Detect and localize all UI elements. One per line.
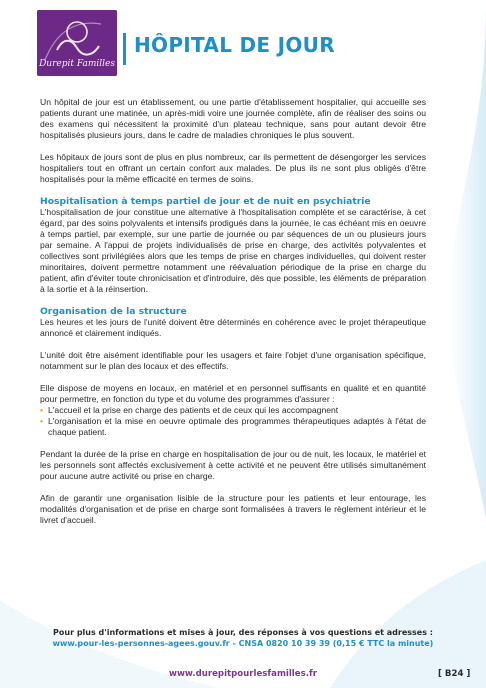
- section-heading-psychiatry: Hospitalisation à temps partiel de jour et de nuit en psychiatrie: [40, 196, 371, 207]
- footer-info-link[interactable]: www.pour-les-personnes-agees.gouv.fr - CNSA 0820 10 39 39 (0,15 € TTC la minute): [52, 639, 434, 648]
- paragraph-intro: Un hôpital de jour est un établissement, ou une partie d'établissement hospitalier, qui accueille ses patients durant une matinée, un après-midi voire une journée complète, afin de réaliser des soins ou des examens qui nécessitent la proximité d'un plateau technique, sans pour autant devoir être hospitalisés plusieurs jours, dans le cadre de maladies chroniques le plus souvent.: [40, 97, 426, 140]
- paragraph-hours: Les heures et les jours de l'unité doivent être déterminés en cohérence avec le projet thérapeutique annoncé et clairement indiqués.: [40, 317, 426, 338]
- title-accent-bar: [123, 33, 126, 65]
- paragraph-identification: L'unité doit être aisément identifiable pour les usagers et faire l'objet d'une organisation spécifique, notamment sur le plan des locaux et des effectifs.: [40, 350, 426, 371]
- list-item: • L'accueil et la prise en charge des patients et de ceux qui les accompagnent: [40, 405, 426, 416]
- paragraph-rules: Afin de garantir une organisation lisible de la structure pour les patients et leur entourage, les modalités d'organisation et de prise en charge sont formalisées à travers le règlement intérieur et le livret d'accueil.: [40, 493, 426, 525]
- paragraph-dedicated-resources: Pendant la durée de la prise en charge en hospitalisation de jour ou de nuit, les locaux, le matériel et les personnels sont affectés exclusivement à cette activité et ne peuvent être utilisés simultanément pour aucune autre activité ou prise en charge.: [40, 449, 426, 481]
- means-list: [40, 405, 426, 438]
- paragraph-day-hospitals: Les hôpitaux de jours sont de plus en plus nombreux, car ils permettent de désengorger les services hospitaliers tout en offrant un certain confort aux malades. De plus ils ne sont plus obligés d'être hospitalisés pour la même efficacité en termes de soins.: [40, 152, 426, 184]
- page-number: [ B24 ]: [438, 669, 471, 679]
- paragraph-psychiatry: L'hospitalisation de jour constitue une alternative à l'hospitalisation complète et se caractérise, à cet égard, par des soins polyvalents et intensifs prodigués dans la journée, le cas échéant mis en oeuvre à temps partiel, par exemple, sur une partie de journée ou par séquences de un ou plusieurs jours par semaine. A l'appui de projets individualisés de prise en charge, des activités polyvalentes et collectives sont privilégiées alors que les temps de prise en charges individuelles, qui doivent rester minoritaires, doivent permettre notamment une réévaluation périodique de la prise en charge du patient, afin d'éviter toute chronicisation et d'introduire, dès que possible, les éléments de préparation à la sortie et à la réinsertion.: [40, 207, 426, 294]
- footer-info: [0, 627, 486, 649]
- list-item: • L'organisation et la mise en oeuvre optimale des programmes thérapeutiques adaptés à l'état de chaque patient.: [40, 416, 426, 438]
- footer-site-link[interactable]: www.durepitpourlesfamilles.fr: [169, 669, 317, 679]
- brand-logo[interactable]: [37, 10, 117, 76]
- footer-info-heading: Pour plus d'informations et mises à jour, des réponses à vos questions et adresses :: [53, 628, 433, 637]
- section-heading-organisation: Organisation de la structure: [40, 306, 187, 317]
- paragraph-means: Elle dispose de moyens en locaux, en matériel et en personnel suffisants en qualité et en quantité pour permettre, en fonction du type et du volume des programmes d'assurer :: [40, 383, 426, 404]
- article-body: [40, 97, 426, 537]
- logo-text: Durepit Familles: [39, 59, 115, 69]
- page-title: HÔPITAL DE JOUR: [134, 33, 335, 57]
